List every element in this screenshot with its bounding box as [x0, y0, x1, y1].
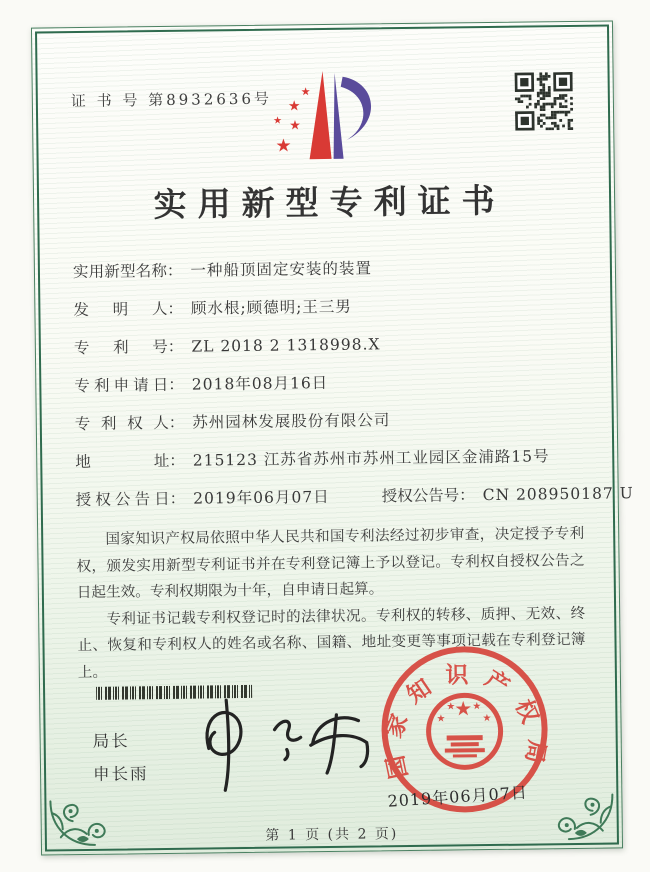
director-title: 局长: [92, 731, 130, 751]
svg-text:★: ★: [273, 115, 283, 127]
field-value: 215123 江苏省苏州市苏州工业园区金浦路15号: [192, 447, 550, 470]
field-label: 发明人: [73, 299, 168, 320]
certificate-number: 证 书 号 第8932636号: [70, 89, 273, 111]
svg-text:★: ★: [446, 701, 456, 713]
field-row-patent-no: 专利号： ZL 2018 2 1318998.X: [73, 335, 381, 358]
svg-text:★: ★: [436, 713, 446, 725]
svg-text:★: ★: [454, 696, 473, 721]
legal-paragraph-1: 国家知识产权局依照中华人民共和国专利法经过初步审查，决定授予专利权，颁发实用新型专利证书并在专利登记簿上予以登记。专利权自授权公告之日起生效。专利权期限为十年，自申请日起算。: [76, 524, 585, 602]
field-label: 专利权人: [74, 413, 169, 434]
field-value: ZL 2018 2 1318998.X: [191, 335, 381, 356]
field-label: 实用新型名称: [72, 261, 168, 282]
signature-icon: [190, 684, 381, 801]
svg-text:★: ★: [472, 701, 482, 713]
field-value: 2019年06月07日: [193, 487, 330, 508]
field-value: 2018年08月16日: [191, 373, 329, 394]
certificate-title: 实用新型专利证书: [153, 180, 506, 225]
svg-text:★: ★: [275, 135, 292, 157]
field-row-address: 地址： 215123 江苏省苏州市苏州工业园区金浦路15号: [75, 447, 550, 472]
svg-text:★: ★: [289, 118, 301, 134]
legal-paragraph-2: 专利证书记载专利权登记时的法律状况。专利权的转移、质押、无效、终止、恢复和专利权人的姓名或名称、国籍、地址变更等事项记载在专利登记簿上。: [77, 604, 586, 681]
certificate-page: [31, 20, 634, 855]
svg-text:国家知识产权局: 国家知识产权局: [378, 661, 551, 782]
field-row-grant-date: 授权公告日： 2019年06月07日 授权公告号： CN 208950187 U: [75, 484, 634, 510]
page-indicator: 第 1 页 (共 2 页): [265, 826, 399, 844]
field-label: 专利号: [73, 337, 168, 358]
svg-text:★: ★: [300, 85, 311, 99]
qr-code-icon: [515, 72, 574, 131]
svg-text:★: ★: [482, 713, 492, 725]
field-row-patentee: 专利权人： 苏州园林发展股份有限公司: [74, 411, 391, 434]
grant-publication-no: 授权公告号： CN 208950187 U: [381, 484, 634, 506]
cnipa-logo-icon: [260, 66, 385, 172]
field-label: 授权公告日: [75, 489, 170, 510]
seal-date: 2019年06月07日: [386, 782, 529, 811]
director-name: 申长雨: [92, 764, 149, 784]
floral-corner-icon: [46, 764, 131, 849]
field-label: 地址: [75, 451, 170, 472]
field-value: 一种船顶固定安装的装置: [190, 259, 373, 280]
field-label: 专利申请日: [74, 375, 169, 396]
certificate-fields: [72, 254, 634, 526]
field-row-name: 实用新型名称： 一种船顶固定安装的装置: [72, 259, 373, 282]
field-value: 苏州园林发展股份有限公司: [192, 411, 391, 432]
field-value: 顾水根;顾德明;王三男: [190, 297, 352, 318]
field-row-inventor: 发明人： 顾水根;顾德明;王三男: [73, 297, 352, 320]
field-row-filing-date: 专利申请日： 2018年08月16日: [74, 373, 329, 396]
svg-text:★: ★: [287, 98, 301, 115]
